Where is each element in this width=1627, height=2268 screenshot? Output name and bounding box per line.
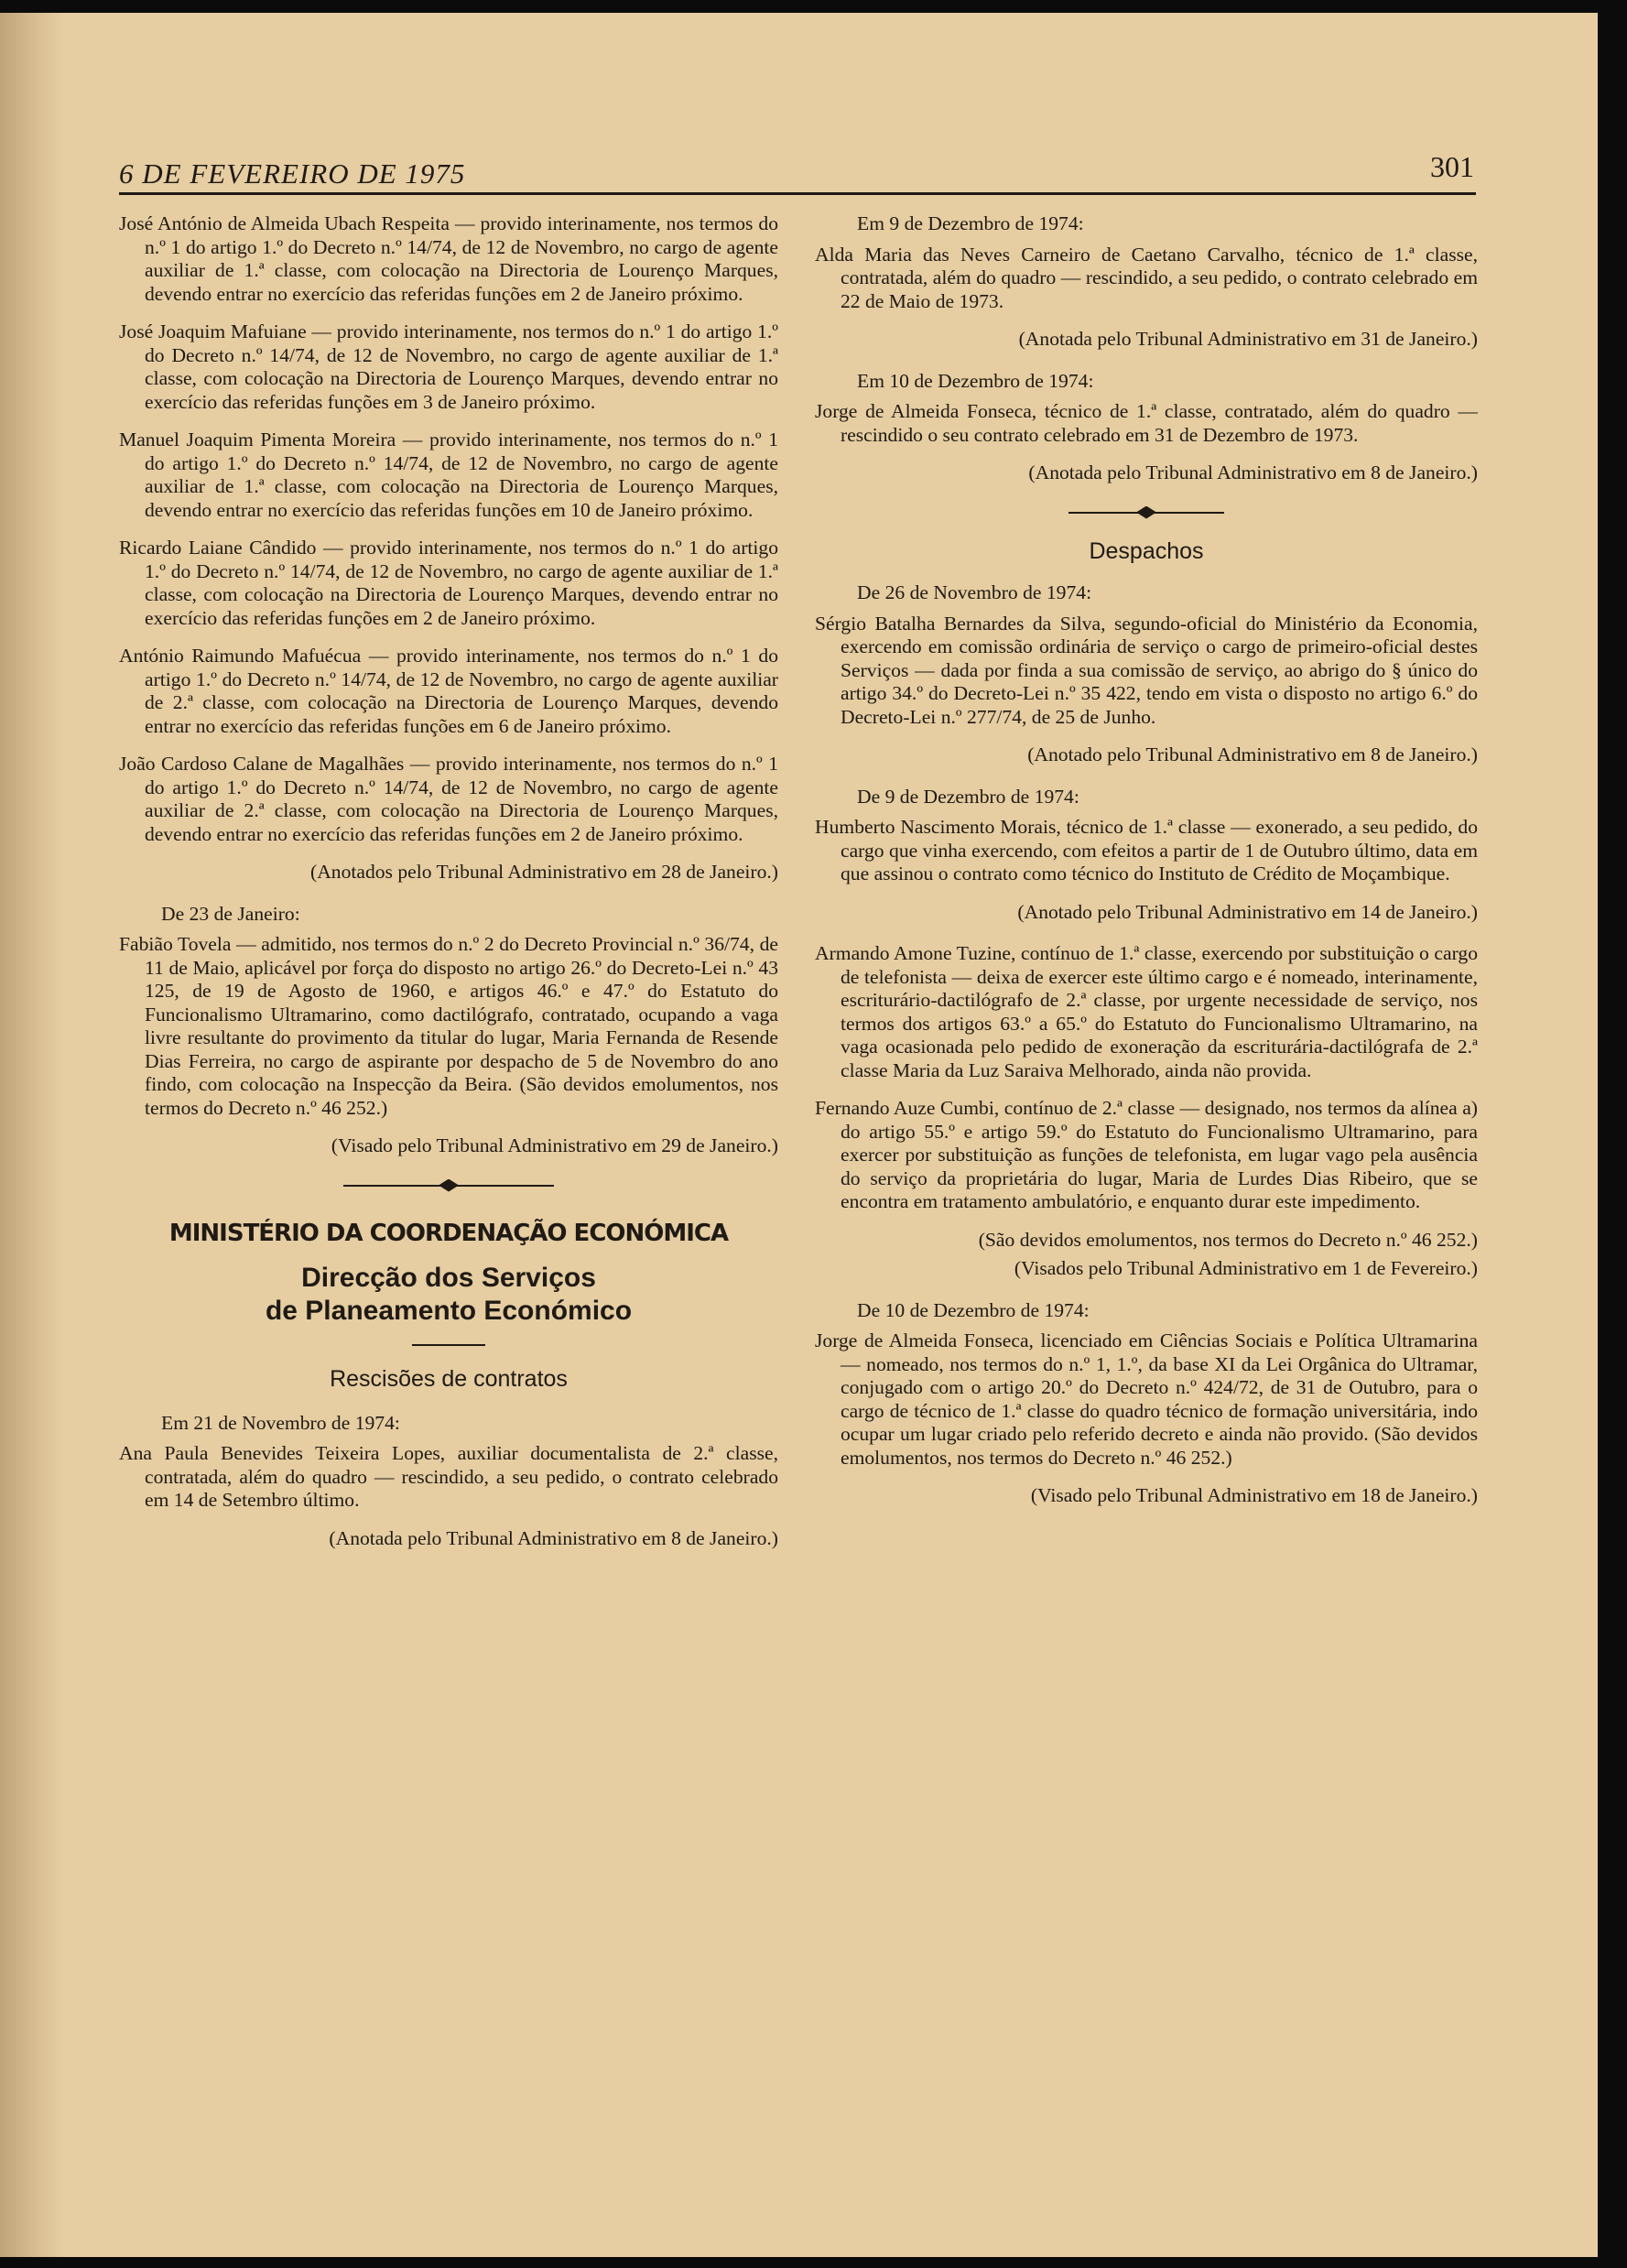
admission-entry: Fabião Tovela — admitido, nos termos do n.º 2 do Decreto Provincial n.º 36/74, de 11 de Maio, aplicável por força do disposto no artigo 26.º do Decreto-Lei n.º 43 125, de 19 de Agosto de 1960, e artigos 46.º e 47.º do Estatuto do Funcionalismo Ultramarino, como dactilógrafo, contratado, ocupando a vaga livre resultante do provimento da titular do lugar, Maria Fernanda de Resende Dias Ferreira, no cargo de aspirante por despacho de 5 de Novembro do ano findo, com colocação na Inspecção da Beira. (São devidos emolumentos, nos termos do Decreto n.º 46 252.) bbox=[119, 933, 778, 1119]
tribunal-note: (Anotada pelo Tribunal Administrativo em 31 de Janeiro.) bbox=[1018, 328, 1478, 350]
tribunal-note: (Visados pelo Tribunal Administrativo em 1 de Fevereiro.) bbox=[1014, 1257, 1478, 1279]
dispatch-entry: Humberto Nascimento Morais, técnico de 1.ª classe — exonerado, a seu pedido, do cargo que vinha exercendo, com efeitos a partir de 1 de Outubro último, data em que assinou o contrato como técnico do Instituto de Crédito de Moçambique. bbox=[815, 816, 1478, 884]
tribunal-note: (Anotada pelo Tribunal Administrativo em 8 de Janeiro.) bbox=[1028, 461, 1478, 483]
directorate-line-1: Direcção dos Serviços bbox=[301, 1263, 596, 1293]
header-rule bbox=[119, 192, 1476, 195]
dispatch-entry: Jorge de Almeida Fonseca, licenciado em Ciências Sociais e Política Ultramarina — nomeado, nos termos do n.º 1, 1.º, da base XI da Lei Orgânica do Ultramar, conjugado com o artigo 20.º do Decreto n.º 424/72, de 31 de Outubro, para o cargo de técnico de 1.ª classe do quadro técnico de formação universitária, indo ocupar um lugar criado pelo referido decreto e ainda não provido. (São devidos emolumentos, nos termos do Decreto n.º 46 252.) bbox=[815, 1329, 1478, 1469]
short-rule bbox=[412, 1344, 485, 1346]
running-head bbox=[119, 150, 1474, 196]
rescission-entry: Alda Maria das Neves Carneiro de Caetano Carvalho, técnico de 1.ª classe, contratada, além do quadro — rescindido, a seu pedido, o contrato celebrado em 22 de Maio de 1973. bbox=[815, 243, 1478, 312]
rescission-entry: Ana Paula Benevides Teixeira Lopes, auxiliar documentalista de 2.ª classe, contratada, além do quadro — rescindido, a seu pedido, o contrato celebrado em 14 de Setembro último. bbox=[119, 1442, 778, 1511]
tribunal-note: (Visado pelo Tribunal Administrativo em 29 de Janeiro.) bbox=[331, 1134, 778, 1156]
appointment-entry: António Raimundo Mafuécua — provido interinamente, nos termos do n.º 1 do artigo 1.º do Decreto n.º 14/74, de 12 de Novembro, no cargo de agente auxiliar de 2.ª classe, com colocação na Directoria de Lourenço Marques, devendo entrar no exercício das referidas funções em 6 de Janeiro próximo. bbox=[119, 645, 778, 737]
section-separator bbox=[343, 1177, 554, 1195]
page-number: 301 bbox=[1430, 150, 1474, 183]
tribunal-note: (Anotado pelo Tribunal Administrativo em 14 de Janeiro.) bbox=[1017, 900, 1478, 923]
dispatch-entry: Armando Amone Tuzine, contínuo de 1.ª classe, exercendo por substituição o cargo de telefonista — deixa de exercer este último cargo e é nomeado, interinamente, escriturário-dactilógrafo de 2.ª classe, por urgente necessidade de serviço, nos termos dos artigos 63.º a 65.º do Estatuto do Funcionalismo Ultramarino, na vaga ocasionada pelo pedido de exoneração da escriturária-dactilógrafa de 2.ª classe Maria da Luz Saraiva Melhorado, ainda não provida. bbox=[815, 942, 1478, 1081]
dispatch-date: De 26 de Novembro de 1974: bbox=[857, 581, 1092, 603]
right-column bbox=[815, 212, 1478, 1526]
dispatch-date: Em 9 de Dezembro de 1974: bbox=[857, 212, 1084, 234]
gazette-page bbox=[0, 13, 1598, 2257]
binding-edge bbox=[0, 13, 64, 2257]
dispatch-date: Em 21 de Novembro de 1974: bbox=[161, 1411, 400, 1434]
dispatch-date: Em 10 de Dezembro de 1974: bbox=[857, 369, 1094, 392]
tribunal-note: (Anotado pelo Tribunal Administrativo em 8 de Janeiro.) bbox=[1027, 743, 1478, 765]
dispatch-date: De 10 de Dezembro de 1974: bbox=[857, 1298, 1090, 1321]
left-column bbox=[119, 212, 778, 1568]
ministry-heading: MINISTÉRIO DA COORDENAÇÃO ECONÓMICA bbox=[168, 1219, 729, 1247]
section-separator bbox=[1068, 504, 1224, 522]
appointment-entry: José António de Almeida Ubach Respeita — provido interinamente, nos termos do n.º 1 do artigo 1.º do Decreto n.º 14/74, de 12 de Novembro, no cargo de agente auxiliar de 1.ª classe, com colocação na Directoria de Lourenço Marques, devendo entrar no exercício das referidas funções em 2 de Janeiro próximo. bbox=[119, 212, 778, 305]
tribunal-note: (Anotada pelo Tribunal Administrativo em 8 de Janeiro.) bbox=[329, 1526, 778, 1549]
appointment-entry: Ricardo Laiane Cândido — provido interinamente, nos termos do n.º 1 do artigo 1.º do Decreto n.º 14/74, de 12 de Novembro, no cargo de agente auxiliar de 1.ª classe, com colocação na Directoria de Lourenço Marques, devendo entrar no exercício das referidas funções em 2 de Janeiro próximo. bbox=[119, 537, 778, 629]
despachos-heading: Despachos bbox=[1089, 537, 1204, 564]
section-subheading: Rescisões de contratos bbox=[330, 1366, 568, 1392]
directorate-line-2: de Planeamento Económico bbox=[265, 1296, 633, 1326]
tribunal-note: (Visado pelo Tribunal Administrativo em 18 de Janeiro.) bbox=[1030, 1484, 1478, 1506]
dispatch-date: De 9 de Dezembro de 1974: bbox=[857, 785, 1079, 808]
appointment-entry: José Joaquim Mafuiane — provido interinamente, nos termos do n.º 1 do artigo 1.º do Decreto n.º 14/74, de 12 de Novembro, no cargo de agente auxiliar de 1.ª classe, com colocação na Directoria de Lourenço Marques, devendo entrar no exercício das referidas funções em 3 de Janeiro próximo. bbox=[119, 320, 778, 413]
appointment-entry: João Cardoso Calane de Magalhães — provido interinamente, nos termos do n.º 1 do artigo 1.º do Decreto n.º 14/74, de 12 de Novembro, no cargo de agente auxiliar de 2.ª classe, com colocação na Directoria de Lourenço Marques, devendo entrar no exercício das referidas funções em 2 de Janeiro próximo. bbox=[119, 753, 778, 845]
dispatch-entry: Fernando Auze Cumbi, contínuo de 2.ª classe — designado, nos termos da alínea a) do artigo 55.º e artigo 59.º do Estatuto do Funcionalismo Ultramarino, para exercer por substituição as funções de telefonista, em lugar vago pela ausência do serviço da proprietária do lugar, Maria de Lurdes Dias Ribeiro, que se encontra em tratamento ambulatório, e enquanto durar este impedimento. bbox=[815, 1097, 1478, 1212]
rescission-entry: Jorge de Almeida Fonseca, técnico de 1.ª classe, contratado, além do quadro — rescindido o seu contrato celebrado em 31 de Dezembro de 1973. bbox=[815, 400, 1478, 446]
tribunal-note: (Anotados pelo Tribunal Administrativo em 28 de Janeiro.) bbox=[310, 861, 778, 883]
diamond-ornament-icon bbox=[1136, 506, 1156, 519]
dispatch-date: De 23 de Janeiro: bbox=[161, 902, 300, 925]
issue-date: 6 DE FEVEREIRO DE 1975 bbox=[119, 157, 466, 190]
directorate-heading bbox=[119, 1262, 778, 1328]
appointment-entry: Manuel Joaquim Pimenta Moreira — provido interinamente, nos termos do n.º 1 do artigo 1.º do Decreto n.º 14/74, de 12 de Novembro, no cargo de agente auxiliar de 1.ª classe, com colocação na Directoria de Lourenço Marques, devendo entrar no exercício das referidas funções em 10 de Janeiro próximo. bbox=[119, 429, 778, 521]
emolument-note: (São devidos emolumentos, nos termos do Decreto n.º 46 252.) bbox=[978, 1228, 1478, 1251]
dispatch-entry: Sérgio Batalha Bernardes da Silva, segundo-oficial do Ministério da Economia, exercendo em comissão ordinária de serviço o cargo de primeiro-oficial destes Serviços — dada por finda a sua comissão de serviço, ao abrigo do § único do artigo 34.º do Decreto-Lei n.º 35 422, tendo em vista o disposto no artigo 6.º do Decreto-Lei n.º 277/74, de 25 de Junho. bbox=[815, 612, 1478, 728]
diamond-ornament-icon bbox=[439, 1179, 459, 1192]
